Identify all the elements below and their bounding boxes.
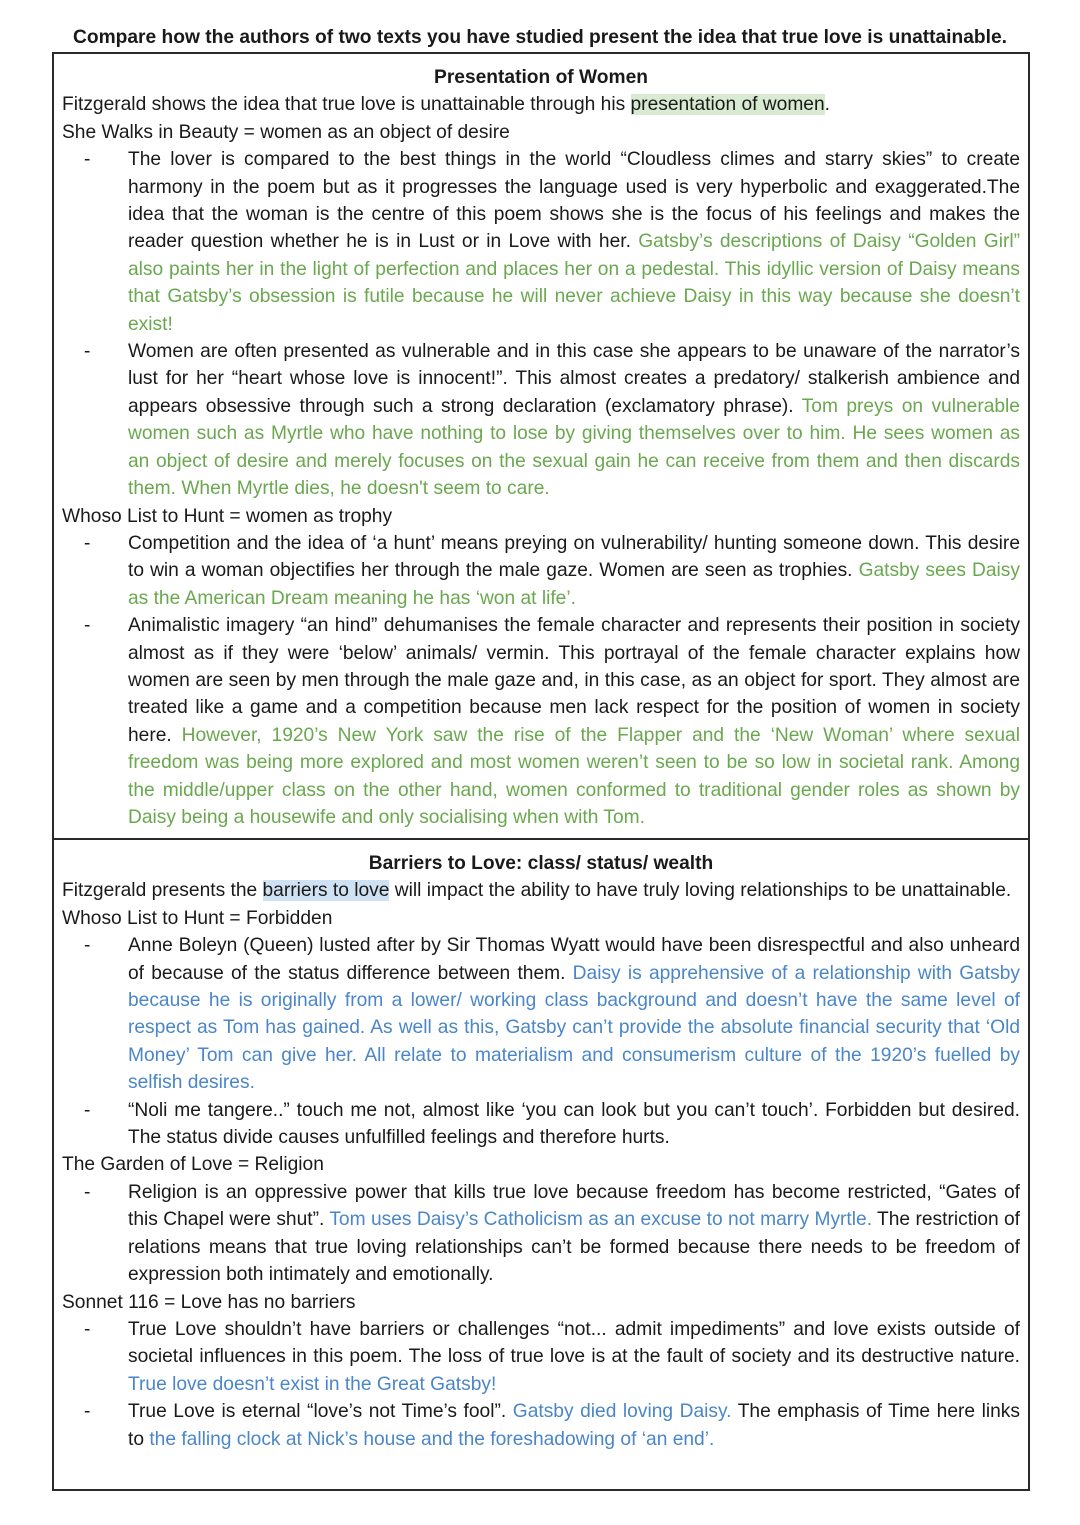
- gatsby-link-text: Gatsby died loving Daisy.: [512, 1401, 732, 1423]
- bullet-text: [128, 1179, 1020, 1289]
- analysis-text: Competition and the idea of ‘a hunt’ means preying on vulnerability/ hunting someone down. This desire to win a woman objectifies her through the male gaze. Women are seen as trophies.: [128, 532, 1020, 582]
- dash-marker: -: [84, 1401, 91, 1423]
- bullet-point: [84, 1097, 1020, 1152]
- bullet-point: [84, 1316, 1020, 1398]
- section-intro: [62, 91, 1020, 118]
- section-barriers-to-love: [52, 838, 1030, 1491]
- dash-marker: -: [84, 341, 91, 363]
- bullet-text: [128, 1316, 1020, 1398]
- gatsby-link-text: Gatsby’s descriptions of Daisy “Golden Girl” also paints her in the light of perfection and places her on a pedestal. This idyllic version of Daisy means that Gatsby’s obsession is futile because he will never achieve Daisy in this way because she doesn’t exist!: [128, 231, 1020, 335]
- gatsby-link-text: Daisy is apprehensive of a relationship with Gatsby because he is originally from a lower/ working class background and doesn’t have the same level of respect as Tom has gained. As well as this, Gatsby can’t provide the absolute financial security that ‘Old Money’ Tom can give her. All relate to materialism and consumerism culture of the 1920’s fuelled by selfish desires.: [128, 962, 1020, 1094]
- essay-question: Compare how the authors of two texts you have studied present the idea that true love is unattainable.: [73, 27, 1007, 48]
- poem-subheading: She Walks in Beauty = women as an object of desire: [62, 121, 510, 143]
- gatsby-link-text: However, 1920’s New York saw the rise of the Flapper and the ‘New Woman’ where sexual freedom was being more explored and most women weren’t seen to be so low in societal rank. Among the middle/upper class on the other hand, women conformed to traditional gender roles as shown by Daisy being a housewife and only socialising when with Tom.: [128, 724, 1020, 828]
- bullet-point: [84, 612, 1020, 831]
- analysis-text: True Love is eternal “love’s not Time’s fool”.: [128, 1401, 513, 1423]
- poem-subheading: Whoso List to Hunt = women as trophy: [62, 505, 393, 527]
- dash-marker: -: [84, 1099, 91, 1121]
- analysis-text: Anne Boleyn (Queen) lusted after by Sir Thomas Wyatt would have been disrespectful and also unheard of because of the status difference between them.: [128, 935, 1020, 984]
- analysis-text: True Love shouldn’t have barriers or challenges “not... admit impediments” and love exists outside of societal influences in this poem. The loss of true love is at the fault of society and its destructive nature.: [128, 1318, 1020, 1368]
- gatsby-link-text: Tom preys on vulnerable women such as Myrtle who have nothing to lose by giving themselves over to him. He sees women as an object of desire and merely focuses on the sexual gain he can receive from them and then discards them. When Myrtle dies, he doesn't seem to care.: [128, 395, 1020, 500]
- intro-text-end: will impact the ability to have truly loving relationships to be unattainable.: [389, 880, 1012, 902]
- bullet-text: [128, 146, 1020, 338]
- intro-text: Fitzgerald shows the idea that true love is unattainable through his: [62, 94, 631, 116]
- section-presentation-of-women: [52, 52, 1030, 840]
- gatsby-link-text: Gatsby sees Daisy as the American Dream meaning he has ‘won at life’.: [128, 560, 1020, 609]
- bullet-point: [84, 146, 1020, 338]
- dash-marker: -: [84, 532, 91, 554]
- section-heading: Barriers to Love: class/ status/ wealth: [368, 853, 714, 874]
- gatsby-link-text: the falling clock at Nick’s house and the foreshadowing of ‘an end’.: [149, 1428, 715, 1450]
- bullet-text: [128, 1398, 1020, 1453]
- analysis-text: The emphasis of Time here links to: [128, 1401, 1020, 1450]
- bullet-text: [128, 530, 1020, 612]
- highlighted-phrase: presentation of women: [630, 94, 825, 116]
- analysis-text: Women are often presented as vulnerable and in this case she appears to be unaware of the narrator’s lust for her “heart whose love is innocent!”. This almost creates a predatory/ stalkerish ambience and appears obsessive through such a strong declaration (exclamatory phrase).: [128, 341, 1020, 417]
- bullet-point: [84, 1398, 1020, 1453]
- intro-text-end: .: [824, 94, 830, 116]
- bullet-text: [128, 932, 1020, 1096]
- highlighted-phrase: barriers to love: [262, 880, 390, 902]
- bullet-point: [84, 1179, 1020, 1289]
- bullet-point: [84, 932, 1020, 1096]
- poem-subheading: The Garden of Love = Religion: [62, 1154, 324, 1176]
- section-heading: Presentation of Women: [434, 67, 648, 88]
- bullet-text: [128, 338, 1020, 502]
- poem-subheading: Sonnet 116 = Love has no barriers: [62, 1291, 356, 1313]
- dash-marker: -: [84, 1318, 91, 1340]
- section-intro: [62, 877, 1020, 904]
- dash-marker: -: [84, 1181, 91, 1203]
- bullet-point: [84, 530, 1020, 612]
- poem-subheading: Whoso List to Hunt = Forbidden: [62, 907, 333, 929]
- dash-marker: -: [84, 149, 91, 171]
- analysis-text: Religion is an oppressive power that kills true love because freedom has become restricted, “Gates of this Chapel were shut”.: [128, 1181, 1020, 1231]
- gatsby-link-text: True love doesn’t exist in the Great Gatsby!: [128, 1373, 497, 1395]
- bullet-text: [128, 612, 1020, 831]
- analysis-text: Animalistic imagery “an hind” dehumanises the female character and represents their position in society almost as if they were ‘below’ animals/ vermin. This portrayal of the female character explains how women are seen by men through the male gaze and, in this case, as an object for sport. They almost are treated like a game and a competition because men lack respect for the position of women in society here.: [128, 615, 1020, 746]
- intro-text: Fitzgerald presents the: [62, 880, 263, 902]
- bullet-point: [84, 338, 1020, 502]
- analysis-text: The lover is compared to the best things in the world “Cloudless climes and starry skies” to create harmony in the poem but as it progresses the language used is very hyperbolic and exaggerated.The idea that the woman is the centre of this poem shows she is the focus of his feelings and makes the reader question whether he is in Lust or in Love with her.: [128, 149, 1020, 253]
- gatsby-link-text: Tom uses Daisy’s Catholicism as an excuse to not marry Myrtle.: [329, 1209, 873, 1231]
- bullet-text: [128, 1097, 1020, 1152]
- analysis-text: The restriction of relations means that true loving relationships can’t be formed because there needs to be freedom of expression both intimately and emotionally.: [128, 1209, 1020, 1286]
- analysis-text: “Noli me tangere..” touch me not, almost like ‘you can look but you can’t touch’. Forbidden but desired. The status divide causes unfulfilled feelings and therefore hurts.: [128, 1099, 1020, 1149]
- dash-marker: -: [84, 615, 91, 637]
- dash-marker: -: [84, 935, 91, 957]
